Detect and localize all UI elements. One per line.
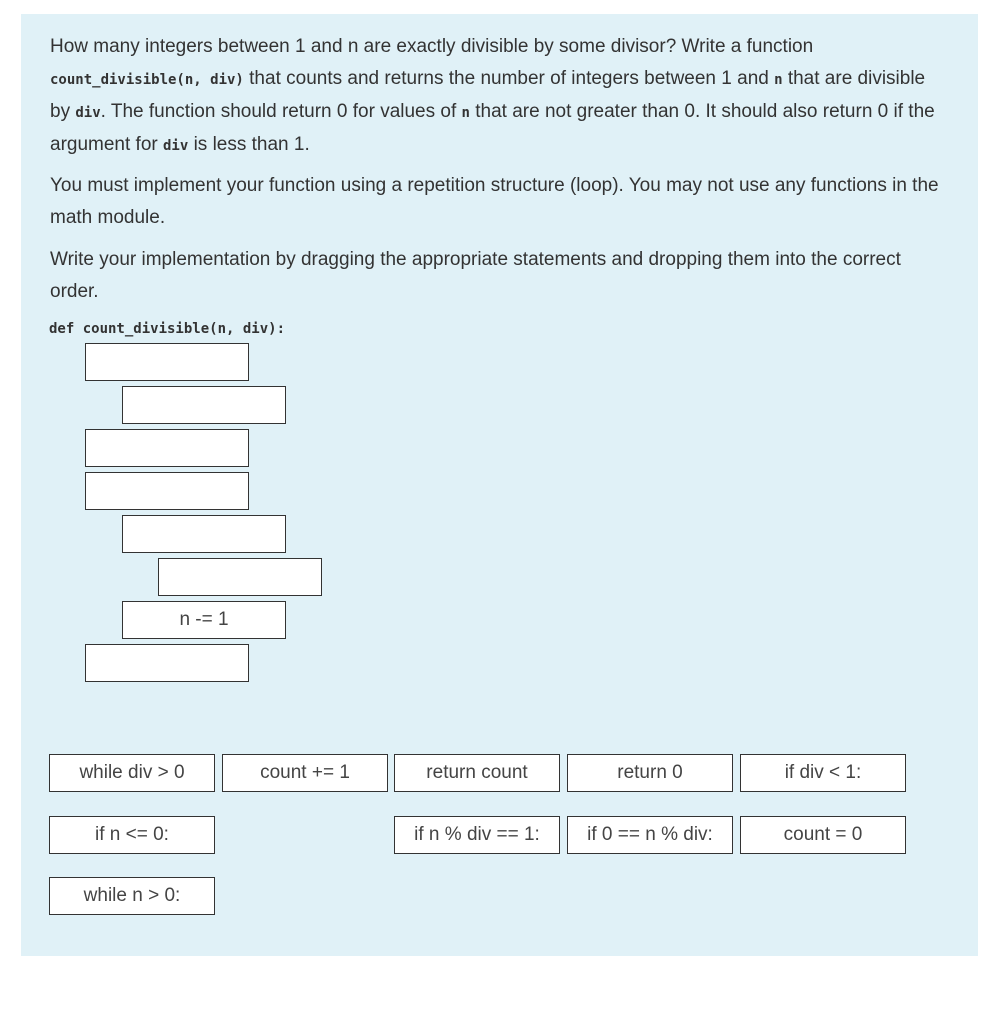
tile-count-init[interactable]: count = 0 [740, 816, 906, 854]
tile-if-n-mod-div-eq-1[interactable]: if n % div == 1: [394, 816, 560, 854]
p1-code-n: n [774, 72, 783, 88]
question-paragraph-2: You must implement your function using a repetition structure (loop). You may not use any functions in the math module. [50, 175, 939, 228]
p1-code-function: count_divisible(n, div) [50, 72, 244, 88]
question-panel [21, 14, 978, 956]
p1-text-d: . The function should return 0 for values of [100, 101, 462, 122]
question-paragraph-3: Write your implementation by dragging the appropriate statements and dropping them into the correct order. [50, 249, 901, 302]
p1-code-n-2: n [461, 105, 470, 121]
p1-text-a: How many integers between 1 and n are exactly divisible by some divisor? Write a function [50, 36, 814, 57]
tile-count-increment[interactable]: count += 1 [222, 754, 388, 792]
drop-slot-4[interactable] [85, 472, 249, 510]
tile-if-n-le-0[interactable]: if n <= 0: [49, 816, 215, 854]
p1-text-f: is less than 1. [188, 134, 310, 155]
function-header: def count_divisible(n, div): [49, 321, 286, 337]
tile-if-div-lt-1[interactable]: if div < 1: [740, 754, 906, 792]
drop-slot-5[interactable] [122, 515, 286, 553]
tile-while-div-gt-0[interactable]: while div > 0 [49, 754, 215, 792]
tile-if-0-eq-n-mod-div[interactable]: if 0 == n % div: [567, 816, 733, 854]
drop-slot-6[interactable] [158, 558, 322, 596]
drop-slot-7[interactable] [122, 601, 286, 639]
question-paragraph-1 [50, 31, 950, 162]
drop-slot-2[interactable] [122, 386, 286, 424]
tile-return-count[interactable]: return count [394, 754, 560, 792]
p1-text-b: that counts and returns the number of integers between 1 and [243, 68, 775, 89]
tile-while-n-gt-0[interactable]: while n > 0: [49, 877, 215, 915]
p1-code-div: div [75, 105, 101, 121]
drop-slot-8[interactable] [85, 644, 249, 682]
drop-slot-1[interactable] [85, 343, 249, 381]
p1-code-div-2: div [163, 138, 189, 154]
drop-slot-3[interactable] [85, 429, 249, 467]
slot-text: n -= 1 [179, 609, 229, 630]
tile-return-0[interactable]: return 0 [567, 754, 733, 792]
p1-text-c: that are divisible by [50, 68, 926, 122]
p1-text-e: that are not greater than 0. It should also return 0 if the argument for [50, 101, 935, 155]
